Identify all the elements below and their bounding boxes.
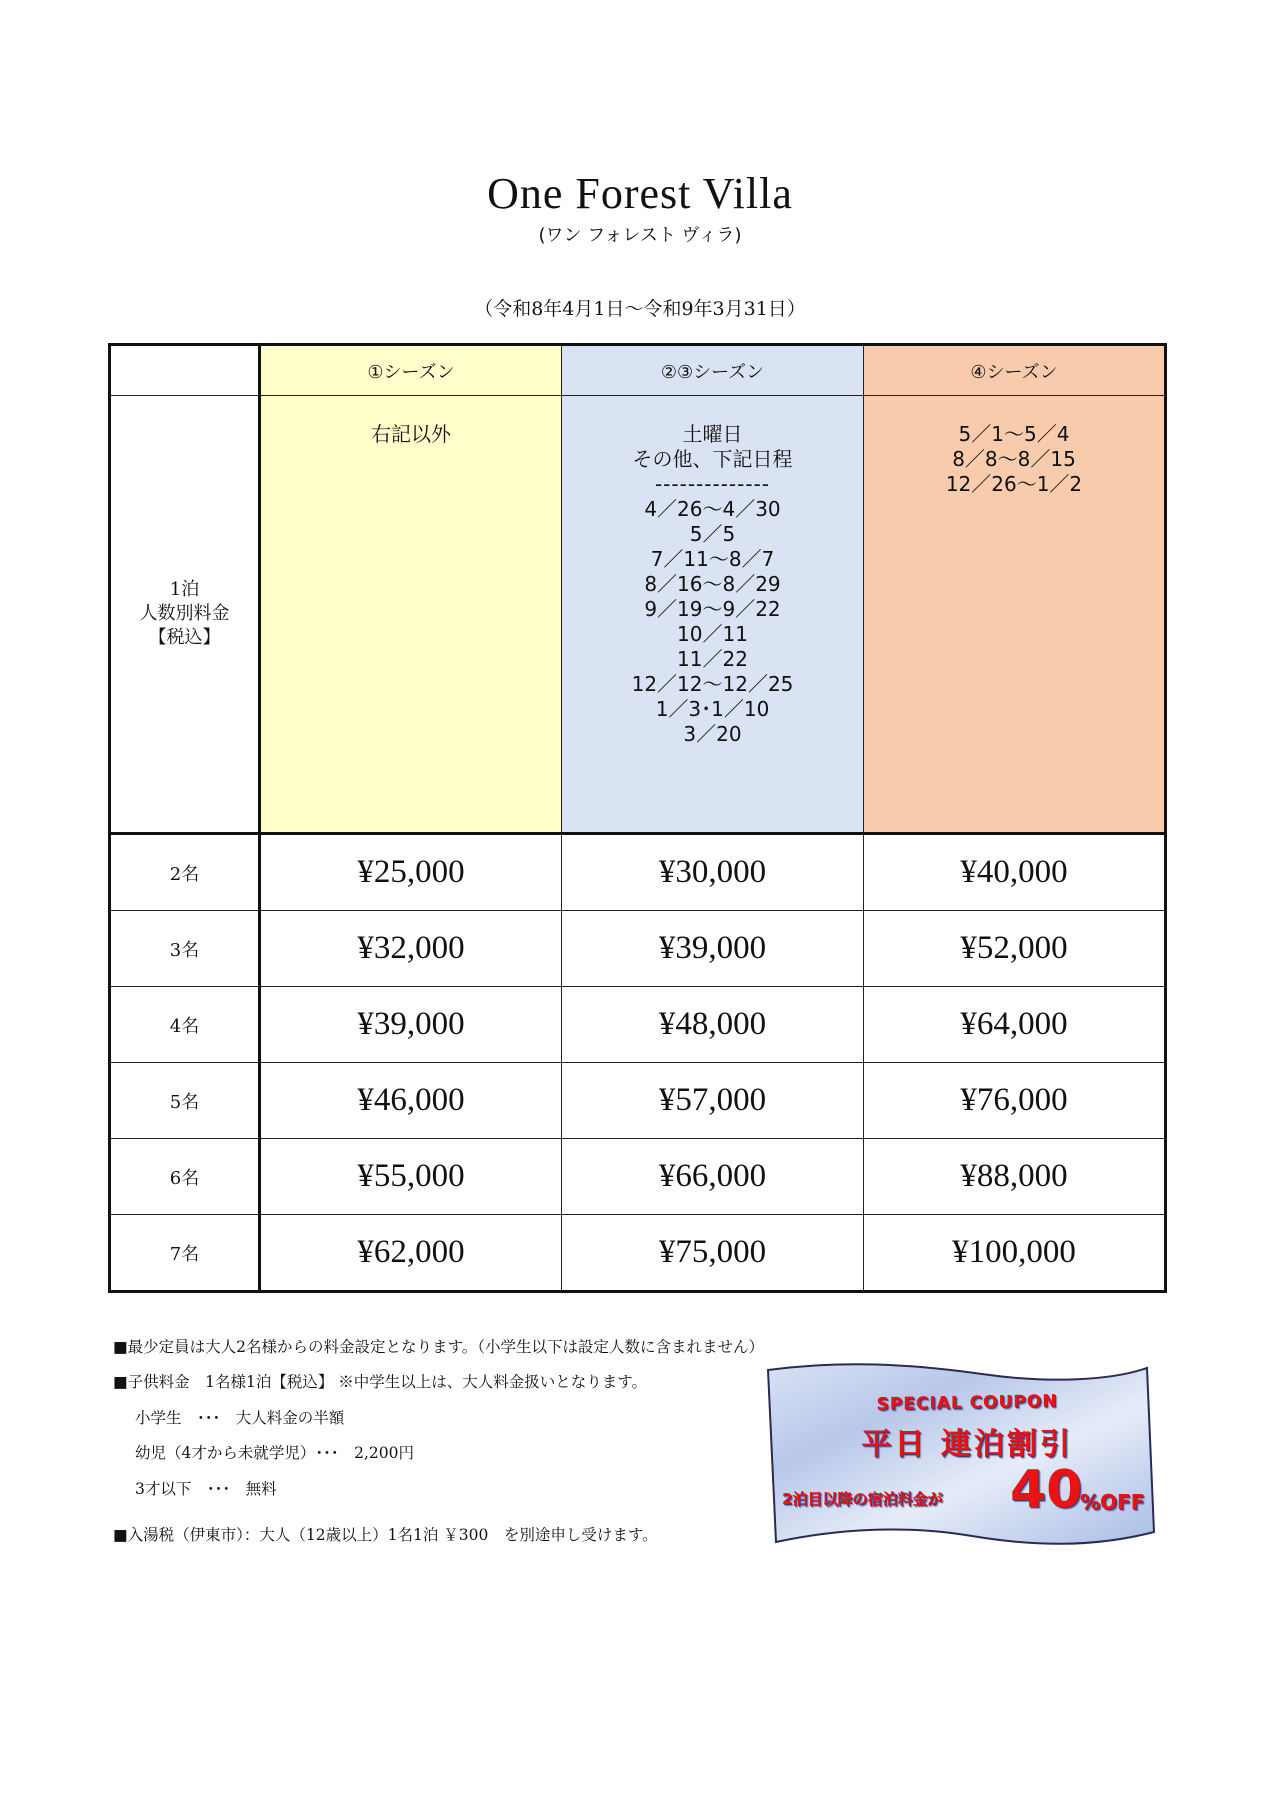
date-item: 12／12～12／25 bbox=[631, 672, 794, 696]
date-item: 5／1～5／4 bbox=[958, 422, 1070, 446]
rate-label-cell bbox=[110, 396, 260, 834]
date-item: 4／26～4／30 bbox=[644, 497, 781, 521]
date-item: 1／3･1／10 bbox=[655, 697, 770, 721]
price-season-23: ¥48,000 bbox=[562, 987, 864, 1063]
price-season-1: ¥39,000 bbox=[260, 987, 562, 1063]
bath-tax-note: ■入湯税（伊東市）：大人（12歳以上）1名1泊 ￥300 を別途申し受けます。 bbox=[113, 1526, 658, 1544]
coupon-discount-value: 40 bbox=[1010, 1460, 1083, 1520]
rate-label-nights: 1泊 bbox=[169, 579, 200, 600]
price-season-4: ¥100,000 bbox=[864, 1215, 1166, 1292]
price-season-1: ¥32,000 bbox=[260, 911, 562, 987]
price-season-23: ¥66,000 bbox=[562, 1139, 864, 1215]
child-rate-header: ■子供料金 1名様1泊【税込】 ※中学生以上は、大人料金扱いとなります。 bbox=[113, 1373, 648, 1391]
validity-period: （令和8年4月1日～令和9年3月31日） bbox=[474, 298, 806, 320]
date-item: 5／5 bbox=[689, 522, 736, 546]
table-row bbox=[110, 911, 1166, 987]
child-rate-preschool: 幼児（4才から未就学児）･･･ 2,200円 bbox=[135, 1444, 414, 1462]
season-1-dates bbox=[260, 396, 562, 834]
child-rate-elementary: 小学生 ･･･ 大人料金の半額 bbox=[135, 1409, 345, 1427]
price-season-4: ¥76,000 bbox=[864, 1063, 1166, 1139]
rate-table bbox=[108, 343, 1167, 1293]
season-23-dates bbox=[562, 396, 864, 834]
table-row bbox=[110, 1139, 1166, 1215]
table-row bbox=[110, 1215, 1166, 1292]
season-1-header: ①シーズン bbox=[260, 345, 562, 396]
date-item: 9／19～9／22 bbox=[644, 597, 781, 621]
page-subtitle: (ワン フォレスト ヴィラ) bbox=[538, 225, 742, 246]
date-item: 11／22 bbox=[677, 647, 748, 671]
coupon-discount-suffix: %OFF bbox=[1080, 1490, 1145, 1514]
season-dates-row bbox=[110, 396, 1166, 834]
guest-count: 2名 bbox=[110, 834, 260, 911]
guest-count: 6名 bbox=[110, 1139, 260, 1215]
season-4-header: ④シーズン bbox=[864, 345, 1166, 396]
guest-count: 7名 bbox=[110, 1215, 260, 1292]
coupon-condition: 2泊目以降の宿泊料金が bbox=[782, 1490, 943, 1508]
guest-count: 4名 bbox=[110, 987, 260, 1063]
table-row bbox=[110, 987, 1166, 1063]
coupon-heading: SPECIAL COUPON bbox=[876, 1391, 1058, 1415]
rate-label-tax: 【税込】 bbox=[148, 627, 221, 648]
date-item: 7／11～8／7 bbox=[650, 547, 775, 571]
date-item: 8／8～8／15 bbox=[952, 447, 1076, 471]
season-23-header: ②③シーズン bbox=[562, 345, 864, 396]
table-row bbox=[110, 834, 1166, 911]
price-season-23: ¥75,000 bbox=[562, 1215, 864, 1292]
date-item: 8／16～8／29 bbox=[644, 572, 781, 596]
rate-label-per-person: 人数別料金 bbox=[139, 603, 230, 624]
price-season-23: ¥39,000 bbox=[562, 911, 864, 987]
price-season-4: ¥52,000 bbox=[864, 911, 1166, 987]
season-23-other: その他、下記日程 bbox=[632, 447, 793, 471]
price-season-23: ¥57,000 bbox=[562, 1063, 864, 1139]
coupon-title: 平日 連泊割引 bbox=[861, 1427, 1073, 1462]
price-season-23: ¥30,000 bbox=[562, 834, 864, 911]
price-season-1: ¥62,000 bbox=[260, 1215, 562, 1292]
date-item: 3／20 bbox=[683, 722, 742, 746]
date-item: 12／26～1／2 bbox=[945, 472, 1083, 496]
price-season-4: ¥40,000 bbox=[864, 834, 1166, 911]
corner-cell bbox=[110, 345, 260, 396]
season-4-dates bbox=[864, 396, 1166, 834]
divider: -------------- bbox=[654, 472, 771, 496]
guest-count: 3名 bbox=[110, 911, 260, 987]
season-header-row bbox=[110, 345, 1166, 396]
guest-count: 5名 bbox=[110, 1063, 260, 1139]
price-season-1: ¥55,000 bbox=[260, 1139, 562, 1215]
price-season-1: ¥25,000 bbox=[260, 834, 562, 911]
season-23-saturday: 土曜日 bbox=[682, 422, 743, 446]
special-coupon-banner bbox=[762, 1360, 1172, 1560]
page-title: One Forest Villa bbox=[487, 169, 793, 218]
price-season-4: ¥88,000 bbox=[864, 1139, 1166, 1215]
child-rate-toddler: 3才以下 ･･･ 無料 bbox=[135, 1480, 277, 1498]
date-item: 10／11 bbox=[677, 622, 748, 646]
table-row bbox=[110, 1063, 1166, 1139]
price-season-1: ¥46,000 bbox=[260, 1063, 562, 1139]
price-season-4: ¥64,000 bbox=[864, 987, 1166, 1063]
minimum-occupancy-note: ■最少定員は大人2名様からの料金設定となります。（小学生以下は設定人数に含まれません） bbox=[113, 1338, 765, 1356]
season-1-desc: 右記以外 bbox=[371, 422, 451, 446]
